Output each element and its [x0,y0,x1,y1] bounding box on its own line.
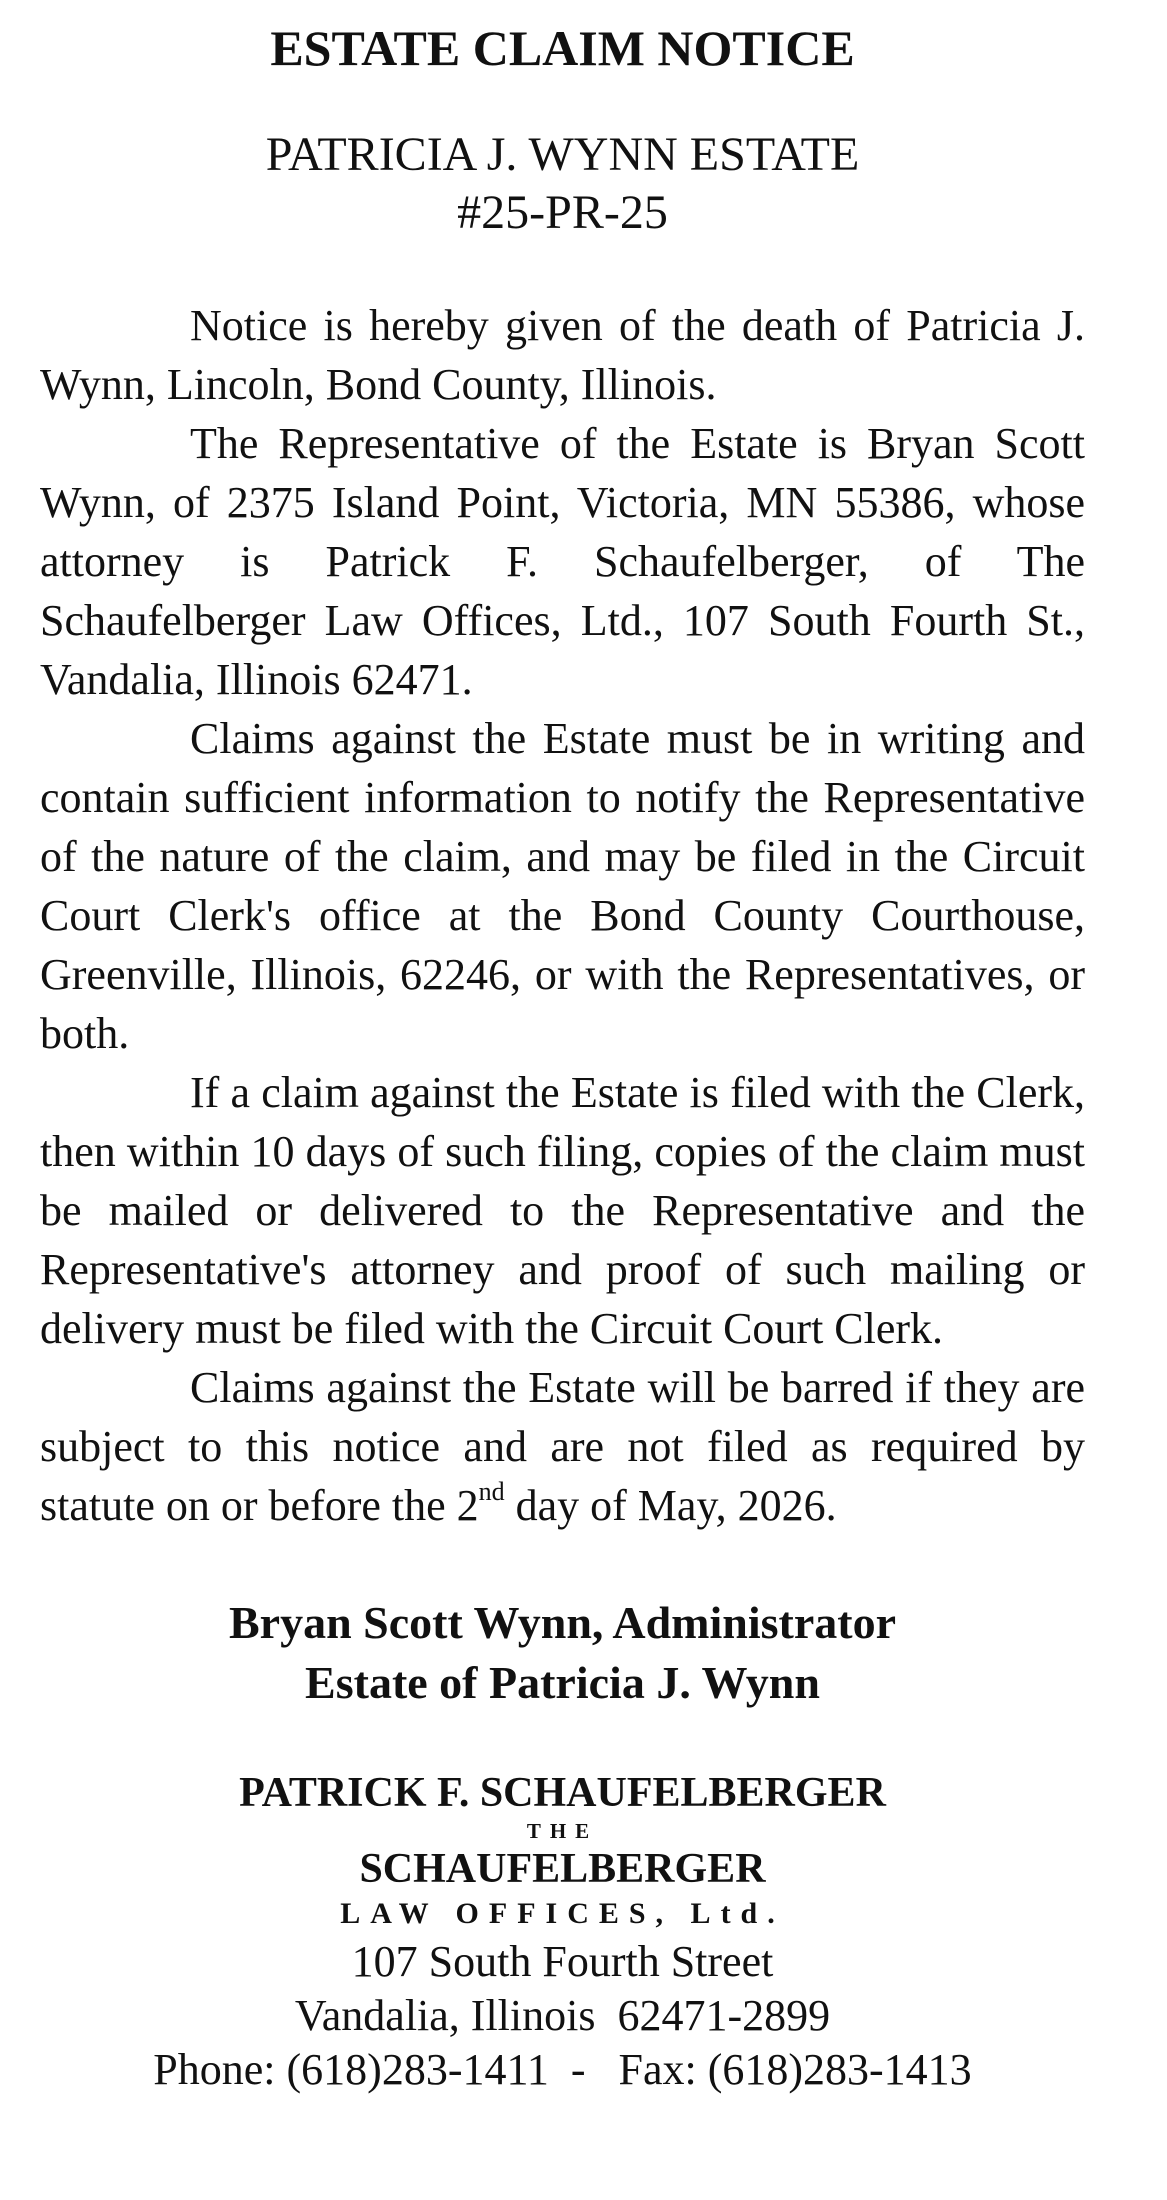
notice-body [40,296,1085,1535]
estate-of-line: Estate of Patricia J. Wynn [305,1657,820,1708]
paragraph-bar-date [40,1358,1085,1535]
attorney-name: PATRICK F. SCHAUFELBERGER [239,1770,886,1816]
firm-the: THE [526,1819,599,1843]
administrator-name: Bryan Scott Wynn, Administrator [228,1597,897,1648]
estate-heading [40,126,1085,242]
firm-street: 107 South Fourth Street [351,1937,774,1986]
case-number: #25-PR-25 [457,186,668,239]
paragraph-death-notice: Notice is hereby given of the death of Patricia J. Wynn, Lincoln, Bond County, Illinois. [40,301,1085,409]
ordinal-suffix: nd [478,1477,505,1507]
estate-name: PATRICIA J. WYNN ESTATE [265,128,860,181]
paragraph-clerk-copies: If a claim against the Estate is filed with the Clerk, then within 10 days of such filing, copies of the claim must be mailed or delivered to the Representative and the Representative's attorney and proof of such mailing or delivery must be filed with the Circuit Court Clerk. [40,1068,1085,1353]
bar-date-text-end: day of May, 2026. [504,1481,837,1530]
firm-city: Vandalia, Illinois 62471-2899 [294,1991,831,2040]
firm-phone-fax: Phone: (618)283-1411 - Fax: (618)283-1413 [153,2045,972,2094]
paragraph-claims-filing: Claims against the Estate must be in writing and contain sufficient information to notify the Representative of the nature of the claim, and may be filed in the Circuit Court Clerk's office at the Bond County Courthouse, Greenville, Illinois, 62246, or with the Representatives, or both. [40,714,1085,1058]
notice-title: ESTATE CLAIM NOTICE [270,20,855,76]
bar-date-text: Claims against the Estate will be barred if they are subject to this notice and are not filed as required by statute on or before the 2 [40,1363,1085,1530]
signature-block [40,1593,1085,1713]
paragraph-representative: The Representative of the Estate is Bryan Scott Wynn, of 2375 Island Point, Victoria, MN 55386, whose attorney is Patrick F. Schaufelberger, of The Schaufelberger Law Offices, Ltd., 107 South Fourth St., Vandalia, Illinois 62471. [40,419,1085,704]
firm-suffix: LAW OFFICES, Ltd. [340,1897,785,1930]
firm-name: SCHAUFELBERGER [359,1846,766,1892]
law-firm-block [40,1769,1085,2097]
